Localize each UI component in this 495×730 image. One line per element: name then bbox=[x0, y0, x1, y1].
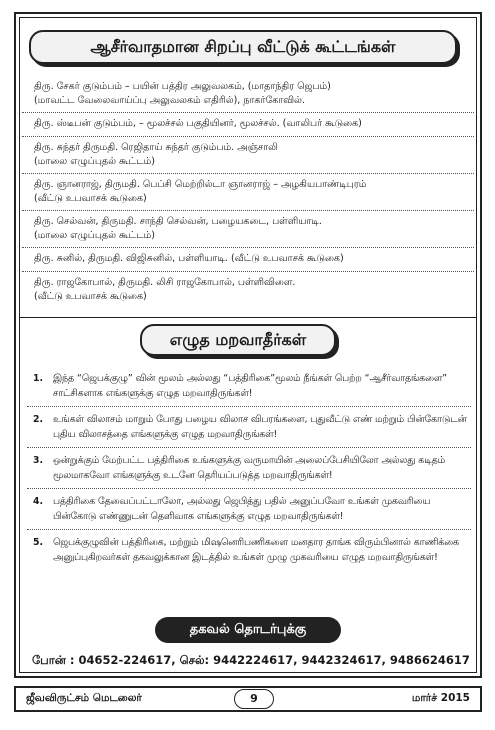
page-number: 9 bbox=[234, 689, 274, 709]
meeting-line: திரு. ஸ்டீபன் குடும்பம், – மூலச்சல் பகுதியினர், மூலச்சல். (வாலிபர் கூடுகை) bbox=[34, 118, 362, 129]
reminder-item bbox=[27, 489, 471, 530]
meeting-line: (மாலை எழுப்புதல் கூட்டம்) bbox=[34, 230, 156, 241]
page-footer bbox=[14, 686, 482, 712]
reminder-number: 3. bbox=[33, 455, 44, 466]
meeting-line: (மாவட்ட வேலைவாய்ப்பு அலுவலகம் எதிரில்), நாகர்கோவில். bbox=[34, 95, 305, 106]
meeting-entry bbox=[22, 248, 474, 272]
reminder-item bbox=[27, 407, 471, 448]
reminder-number: 4. bbox=[33, 496, 44, 507]
publication-name: ஜீவவிருட்சம் மெடலைர் bbox=[26, 692, 142, 704]
reminder-text: இந்த “ஜெபக்குழு” வின் மூலம் அல்லது “பத்திரிகை”மூலம் நீங்கள் பெற்ற “ஆசீர்வாதங்களை” சாட்சிகளாக எங்களுக்கு எழுத மறவாதிருங்கள்! bbox=[53, 373, 448, 399]
meeting-line: திரு. ஞானராஜ், திருமதி. பெப்சி மெற்றில்டா ஞானராஜ் – அழகியபாண்டிபுரம் bbox=[34, 179, 367, 190]
meeting-line: திரு. சேகர் குடும்பம் – பயின் பத்திர அலுவலகம், (மாதாந்திர ஜெபம்) bbox=[34, 81, 331, 92]
reminders-list bbox=[27, 366, 471, 570]
reminder-text: பத்திரிகை தேவைப்பட்டாலோ, அல்லது ஜெபித்து பதில் அனுப்பவோ உங்கள் முகவரியை பின்கோடு எண்ணுடன் தெளிவாக எங்களுக்கு எழுத மறவாதிருங்கள்! bbox=[53, 496, 431, 522]
reminder-item bbox=[27, 530, 471, 570]
reminder-text: ஒன்றுக்கும் மேற்பட்ட பத்திரிகை உங்களுக்கு வருமாயின் அலைப்பேசியிலோ அல்லது கடிதம் மூலமாகவோ எங்களுக்கு உடனே தெரியப்படுத்த மறவாதிருங்கள்! bbox=[53, 455, 446, 481]
meeting-line: திரு. செல்வன், திருமதி. சாந்தி செல்வன், பழையகடை, பள்ளியாடி. bbox=[34, 216, 322, 227]
meeting-line: (மாலை எழுப்புதல் கூட்டம்) bbox=[34, 156, 156, 167]
meeting-entry bbox=[22, 76, 474, 113]
meeting-line: திரு. சுந்தர் திருமதி. ரெஜிதாய் சுந்தர் குடும்பம். அஞ்சாலி bbox=[34, 142, 278, 153]
meeting-entry bbox=[22, 211, 474, 248]
meeting-entry bbox=[22, 113, 474, 137]
contact-banner: தகவல் தொடர்புக்கு bbox=[155, 617, 341, 643]
meeting-line: (வீட்டு உபவாசக் கூடுகை) bbox=[34, 291, 147, 302]
reminder-number: 1. bbox=[33, 373, 44, 384]
meetings-list bbox=[22, 76, 474, 308]
contact-phone-numbers: போன் : 04652-224617, செல்: 9442224617, 9442324617, 9486624617 bbox=[32, 653, 470, 667]
meeting-entry bbox=[22, 272, 474, 308]
meeting-entry bbox=[22, 137, 474, 174]
meeting-line: திரு. ராஜகோபால், திருமதி. லிசி ராஜகோபால், பள்ளிவிளை. bbox=[34, 277, 296, 288]
special-meetings-banner: ஆசீர்வாதமான சிறப்பு வீட்டுக் கூட்டங்கள் bbox=[29, 30, 457, 64]
do-not-forget-banner: எழுத மறவாதீர்கள் bbox=[140, 324, 336, 356]
section-divider bbox=[19, 317, 477, 318]
reminder-number: 2. bbox=[33, 414, 44, 425]
reminder-item bbox=[27, 366, 471, 407]
meeting-line: திரு. சுனில், திருமதி. விஜிசுனில், பள்ளியாடி. (வீட்டு உபவாசக் கூடுகை) bbox=[34, 253, 344, 264]
reminder-item bbox=[27, 448, 471, 489]
meeting-entry bbox=[22, 174, 474, 211]
meeting-line: (வீட்டு உபவாசக் கூடுகை) bbox=[34, 193, 147, 204]
issue-date: மார்ச் 2015 bbox=[411, 692, 470, 704]
reminder-number: 5. bbox=[33, 537, 44, 548]
reminder-text: ஜெபக்குழுவின் பத்திரிகை, மற்றும் மிஷனெரிபணிகளை மனதார தாங்க விரும்பினால் காணிக்கை அனுப்புகிறவர்கள் தகவலுக்கான இடத்தில் உங்கள் முழு முகவரியை எழுத மறவாதிருங்கள்! bbox=[53, 537, 459, 563]
reminder-text: உங்கள் விலாசம் மாறும் போது பழைய விலாச விபரங்களை, புதுவீட்டு எண் மற்றும் பின்கோடுடன் புதிய விலாசத்தை எங்களுக்கு எழுத மறவாதிருங்கள்! bbox=[53, 414, 467, 440]
